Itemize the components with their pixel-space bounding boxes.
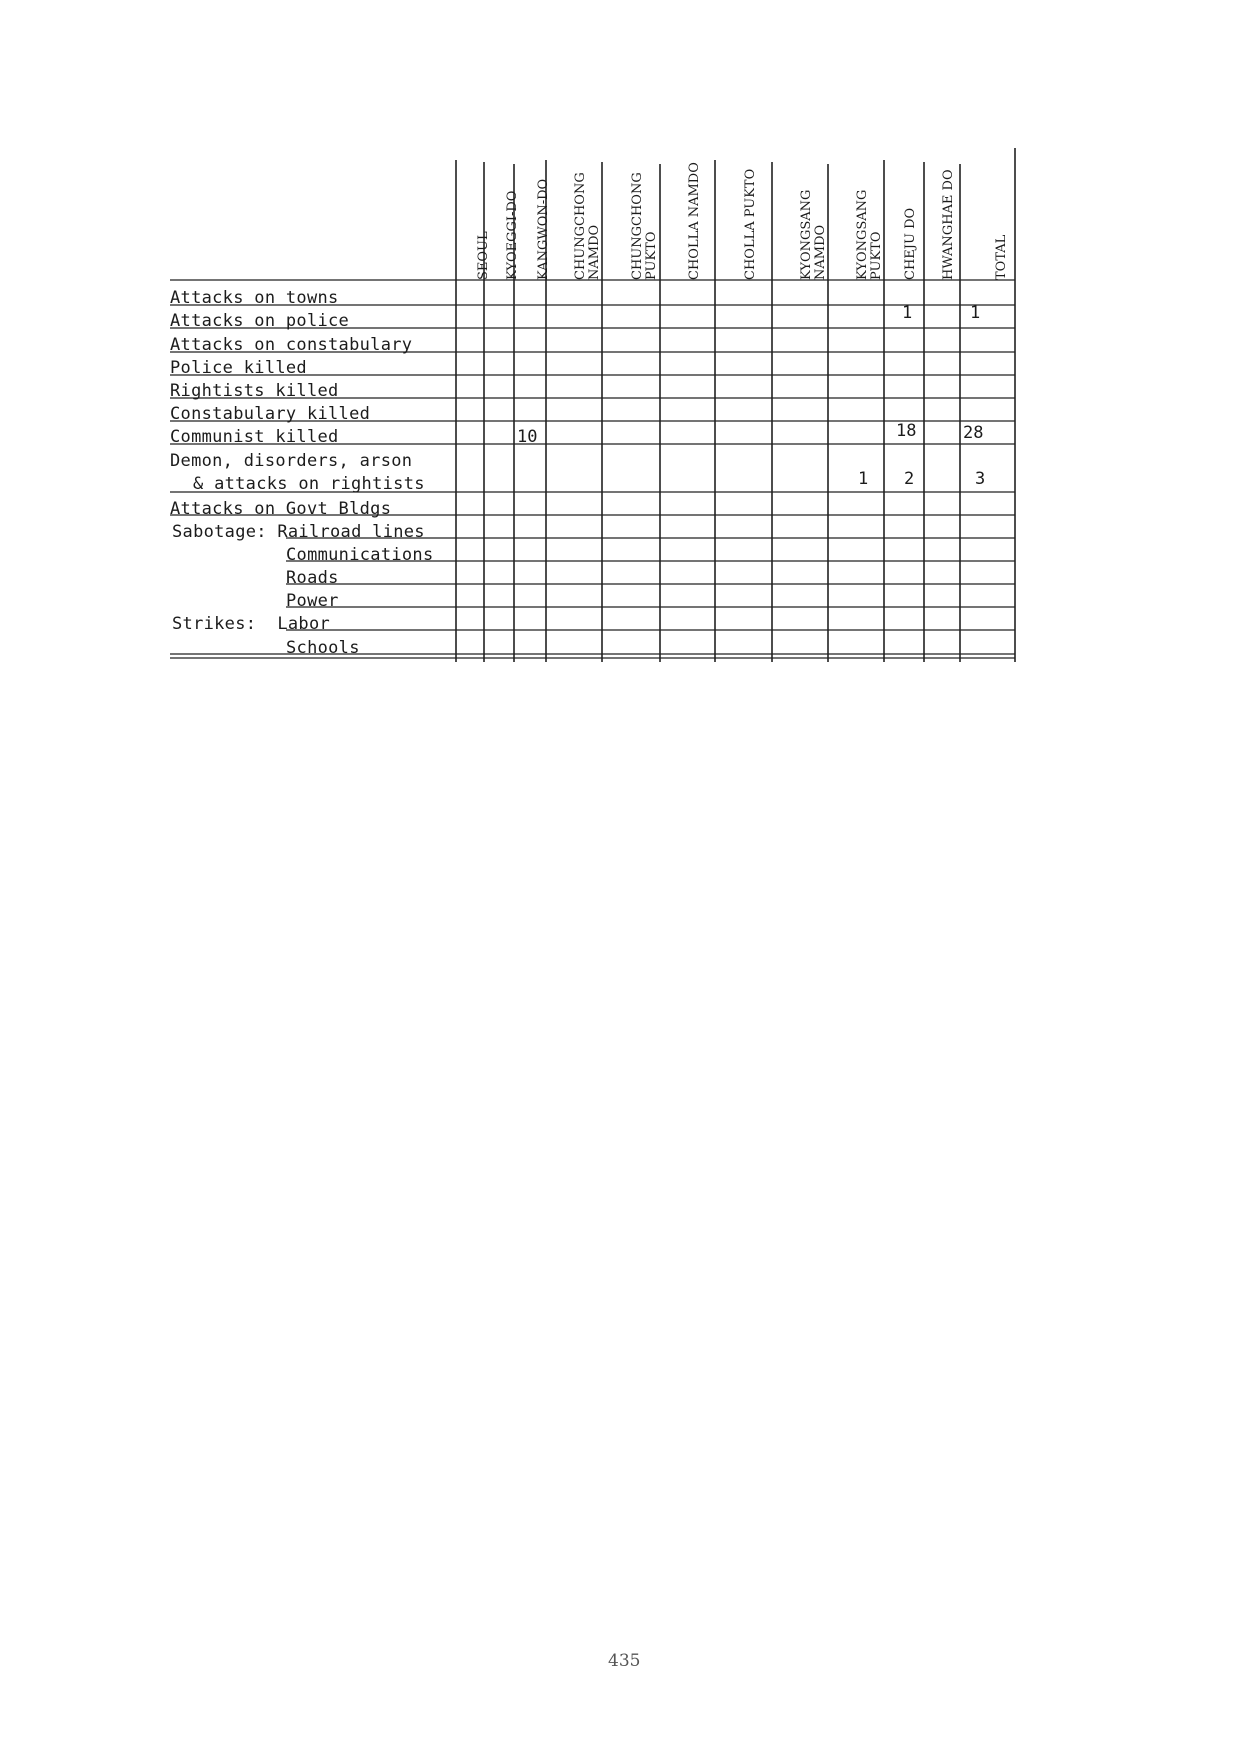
row-label-roads: Roads (286, 568, 339, 588)
column-header-chungchong-namdo: CHUNGCHONG NAMDO (573, 172, 602, 280)
page-number: 435 (608, 1651, 641, 1671)
row-label-sabotage-railroad: Sabotage: Railroad lines (172, 522, 425, 542)
row-label-rightists-killed: Rightists killed (170, 381, 339, 401)
cell-communist-cheju: 18 (896, 421, 917, 441)
column-header-kyoeggi-do: KYOEGGI-DO (505, 190, 520, 280)
row-label-attacks-on-govt-bldgs: Attacks on Govt Bldgs (170, 499, 392, 519)
column-header-seoul: SEOUL (476, 231, 491, 280)
row-label-communist-killed: Communist killed (170, 427, 339, 447)
cell-police-total: 1 (970, 303, 981, 323)
row-label-attacks-on-police: Attacks on police (170, 311, 350, 331)
cell-demon-cheju: 2 (904, 469, 915, 489)
column-header-kangwon-do: KANGWON-DO (536, 178, 551, 280)
row-label-communications: Communications (286, 545, 434, 565)
column-header-total: TOTAL (993, 234, 1009, 280)
cell-demon-total: 3 (975, 469, 986, 489)
column-header-hwanghae-do: HWANGHAE DO (941, 169, 956, 280)
column-header-kyongsang-namdo: KYONGSANG NAMDO (799, 189, 828, 280)
row-label-demon-disorders: Demon, disorders, arson (170, 451, 413, 471)
row-label-strikes-labor: Strikes: Labor (172, 614, 331, 634)
cell-communist-total: 28 (963, 423, 984, 443)
column-header-kyongsang-pukto: KYONGSANG PUKTO (855, 189, 884, 280)
column-header-cheju-do: CHEJU DO (903, 207, 918, 280)
cell-communist-kangwon: 10 (517, 427, 538, 447)
row-label-schools: Schools (286, 638, 360, 658)
row-label-attacks-on-towns: Attacks on towns (170, 288, 339, 308)
row-label-attacks-on-rightists: & attacks on rightists (193, 474, 425, 494)
cell-demon-kyongsang-pukto: 1 (858, 469, 869, 489)
column-header-cholla-pukto: CHOLLA PUKTO (742, 168, 758, 280)
column-header-cholla-namdo: CHOLLA NAMDO (686, 162, 702, 280)
row-label-attacks-on-constabulary: Attacks on constabulary (170, 335, 413, 355)
row-label-police-killed: Police killed (170, 358, 307, 378)
column-header-chungchong-pukto: CHUNGCHONG PUKTO (630, 172, 659, 280)
row-label-power: Power (286, 591, 339, 611)
row-label-constabulary-killed: Constabulary killed (170, 404, 371, 424)
cell-police-cheju: 1 (902, 303, 913, 323)
